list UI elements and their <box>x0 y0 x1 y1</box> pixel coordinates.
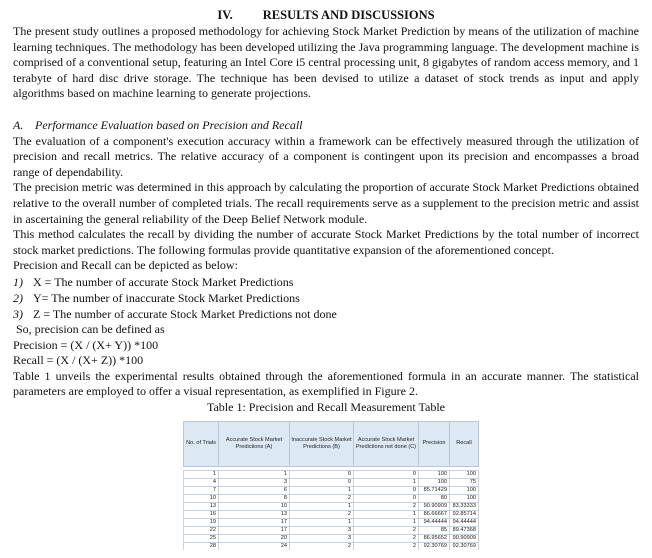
cell-accurate: 13 <box>219 511 290 519</box>
cell-not-done: 2 <box>354 527 419 535</box>
cell-not-done: 1 <box>354 479 419 487</box>
cell-accurate: 10 <box>219 503 290 511</box>
section-title: RESULTS AND DISCUSSIONS <box>262 8 435 22</box>
cell-inaccurate: 2 <box>290 511 354 519</box>
cell-recall: 83.33333 <box>450 503 479 511</box>
depict-line: Precision and Recall can be depicted as below: <box>13 258 238 273</box>
paragraph-recall: This method calculates the recall by dividing the number of accurate Stock Market Predictions by the total number of incorrect stock market predictions. The following formulas provide quantitative expansion of the aforementioned concept. <box>13 227 639 257</box>
header-trials: No. of Trials <box>184 422 219 467</box>
cell-not-done: 0 <box>354 487 419 495</box>
cell-precision: 80 <box>419 495 450 503</box>
results-table-wrapper <box>183 421 479 550</box>
cell-recall: 94.44444 <box>450 519 479 527</box>
cell-not-done: 1 <box>354 519 419 527</box>
subsection-heading <box>13 118 639 134</box>
table-row <box>184 503 479 511</box>
header-recall: Recall <box>450 422 479 467</box>
cell-inaccurate: 1 <box>290 519 354 527</box>
cell-accurate: 17 <box>219 527 290 535</box>
cell-accurate: 8 <box>219 495 290 503</box>
table-row <box>184 543 479 551</box>
cell-inaccurate: 2 <box>290 543 354 551</box>
cell-recall: 92.30769 <box>450 543 479 551</box>
table-row <box>184 487 479 495</box>
cell-inaccurate: 3 <box>290 535 354 543</box>
cell-recall: 90.90909 <box>450 535 479 543</box>
cell-recall: 100 <box>450 471 479 479</box>
cell-recall: 100 <box>450 495 479 503</box>
intro-paragraph: The present study outlines a proposed methodology for achieving Stock Market Prediction by means of the utilization of machine learning techniques. The methodology has been developed utilizing the Java programming language. The development machine is comprised of a conventional setup, featuring an Intel Core i5 central processing unit, 8 gigabytes of random access memory, and 1 terabyte of hard disc drive storage. The technique has been devised to utilize a dataset of stock trends as input and apply algorithms based on machine learning to generate projections. <box>13 24 639 101</box>
cell-precision: 85 <box>419 527 450 535</box>
cell-accurate: 17 <box>219 519 290 527</box>
definition-index: 2) <box>13 290 23 305</box>
cell-trials: 13 <box>184 503 219 511</box>
table-row <box>184 527 479 535</box>
cell-inaccurate: 3 <box>290 527 354 535</box>
cell-trials: 25 <box>184 535 219 543</box>
cell-precision: 94.44444 <box>419 519 450 527</box>
header-inaccurate: Inaccurate Stock Market Predictions (B) <box>290 422 354 467</box>
subsection-letter: A. <box>13 117 24 132</box>
header-not-done: Accurate Stock Market Predictions not done (C) <box>354 422 419 467</box>
table-row <box>184 511 479 519</box>
results-table <box>183 421 479 550</box>
cell-precision: 92.30769 <box>419 543 450 551</box>
cell-accurate: 20 <box>219 535 290 543</box>
formula-precision: Precision = (X / (X+ Y)) *100 <box>13 337 159 352</box>
cell-inaccurate: 0 <box>290 471 354 479</box>
cell-trials: 10 <box>184 495 219 503</box>
so-line: So, precision can be defined as <box>16 321 165 336</box>
subsection-title: Performance Evaluation based on Precision and Recall <box>35 117 303 132</box>
cell-accurate: 6 <box>219 487 290 495</box>
cell-inaccurate: 1 <box>290 503 354 511</box>
cell-trials: 28 <box>184 543 219 551</box>
cell-recall: 75 <box>450 479 479 487</box>
cell-inaccurate: 1 <box>290 487 354 495</box>
cell-trials: 22 <box>184 527 219 535</box>
cell-not-done: 2 <box>354 535 419 543</box>
definition-text: Y= The number of inaccurate Stock Market Predictions <box>33 290 300 305</box>
cell-trials: 1 <box>184 471 219 479</box>
cell-accurate: 3 <box>219 479 290 487</box>
cell-recall: 100 <box>450 487 479 495</box>
cell-recall: 92.85714 <box>450 511 479 519</box>
cell-precision: 100 <box>419 479 450 487</box>
paper-page <box>13 8 639 415</box>
table-caption: Table 1: Precision and Recall Measurement Table <box>206 399 446 414</box>
cell-trials: 16 <box>184 511 219 519</box>
cell-not-done: 0 <box>354 495 419 503</box>
table-header-row <box>184 422 479 467</box>
table-row <box>184 471 479 479</box>
cell-not-done: 1 <box>354 511 419 519</box>
cell-inaccurate: 0 <box>290 479 354 487</box>
table-intro-paragraph: Table 1 unveils the experimental results obtained through the aforementioned formula in an accurate manner. The statistical parameters are employed to offer a visual representation, as exemplified in Figure 2. <box>13 368 639 399</box>
paragraph-precision: The precision metric was determined in this approach by calculating the proportion of accurate Stock Market Predictions obtained relative to the overall number of completed trials. The recall requirements serve as a supplement to the precision metric and assist in ascertaining the general reliability of the Deep Belief Network module. <box>13 180 639 226</box>
definition-index: 3) <box>13 306 23 321</box>
spacer <box>13 102 639 118</box>
table-body <box>184 467 479 551</box>
cell-trials: 19 <box>184 519 219 527</box>
definition-item <box>13 274 639 290</box>
cell-recall: 89.47368 <box>450 527 479 535</box>
table-row <box>184 535 479 543</box>
table-row <box>184 495 479 503</box>
cell-accurate: 1 <box>219 471 290 479</box>
cell-not-done: 0 <box>354 471 419 479</box>
cell-trials: 7 <box>184 487 219 495</box>
cell-precision: 86.95652 <box>419 535 450 543</box>
formula-recall: Recall = (X / (X+ Z)) *100 <box>13 353 144 368</box>
header-precision: Precision <box>419 422 450 467</box>
paragraph-evaluation: The evaluation of a component's execution accuracy within a framework can be effectively measured through the utilization of precision and recall metrics. The relative accuracy of a component is contingent upon its precision and encompasses a broad range of dependability. <box>13 133 639 179</box>
cell-precision: 90.90909 <box>419 503 450 511</box>
cell-precision: 100 <box>419 471 450 479</box>
section-number: IV. <box>217 8 233 22</box>
header-accurate: Accurate Stock Market Predictions (A) <box>219 422 290 467</box>
definition-text: Z = The number of accurate Stock Market Predictions not done <box>33 306 337 321</box>
cell-precision: 85.71429 <box>419 487 450 495</box>
table-row <box>184 479 479 487</box>
cell-precision: 86.66667 <box>419 511 450 519</box>
cell-not-done: 2 <box>354 503 419 511</box>
definition-text: X = The number of accurate Stock Market Predictions <box>33 274 294 289</box>
definition-index: 1) <box>13 274 23 289</box>
cell-inaccurate: 2 <box>290 495 354 503</box>
cell-accurate: 24 <box>219 543 290 551</box>
section-heading <box>13 8 639 23</box>
cell-not-done: 2 <box>354 543 419 551</box>
definition-item <box>13 306 639 322</box>
definition-item <box>13 290 639 306</box>
cell-trials: 4 <box>184 479 219 487</box>
table-row <box>184 519 479 527</box>
